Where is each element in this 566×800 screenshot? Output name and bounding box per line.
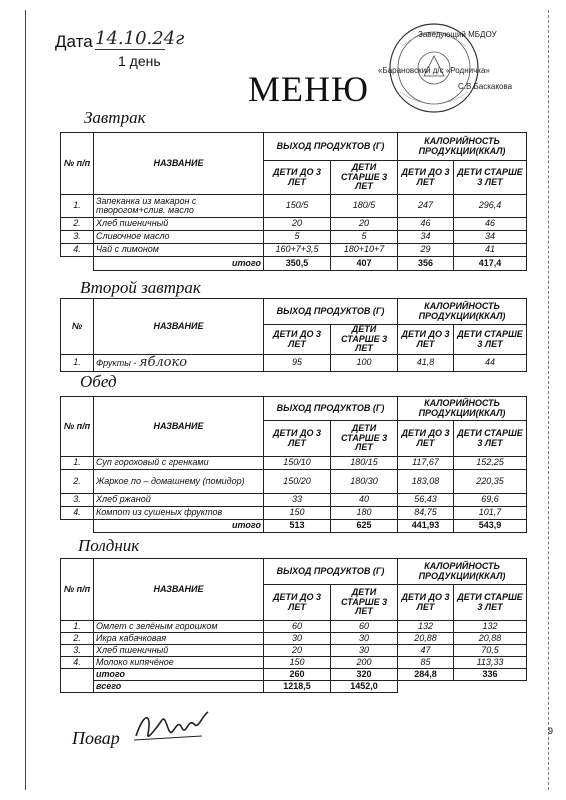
col-calories-header: КАЛОРИЙНОСТЬ ПРОДУКЦИИ(ККАЛ)	[398, 559, 527, 585]
row-num: 1.	[61, 355, 94, 372]
stamp-line-1: Заведующий МБДОУ	[418, 30, 497, 39]
row-num: 1.	[61, 621, 94, 633]
total-calories-old: 417,4	[454, 257, 527, 271]
col-output-header: ВЫХОД ПРОДУКТОВ (Г)	[264, 397, 398, 421]
stamp-line-3: С.В.Баскакова	[458, 82, 513, 91]
total-row	[61, 669, 527, 681]
col-output-header: ВЫХОД ПРОДУКТОВ (Г)	[264, 299, 398, 325]
total-calories-young: 284,8	[398, 669, 454, 681]
total-calories-old: 543,9	[454, 520, 527, 533]
second-breakfast-table	[60, 298, 527, 372]
col-cal-old: ДЕТИ СТАРШЕ 3 ЛЕТ	[454, 161, 527, 195]
output-young: 20	[264, 645, 331, 657]
grand-total-output-old: 1452,0	[331, 681, 398, 693]
dish-name: Суп гороховый с гренками	[94, 457, 264, 470]
dish-name: Хлеб пшеничный	[94, 218, 264, 231]
date-label: Дата	[55, 32, 93, 51]
col-cal-young: ДЕТИ ДО 3 ЛЕТ	[398, 585, 454, 621]
col-num-header: № п/п	[61, 133, 94, 195]
output-old: 200	[331, 657, 398, 669]
output-young: 20	[264, 218, 331, 231]
output-old: 20	[331, 218, 398, 231]
page-title: МЕНЮ	[248, 69, 369, 109]
dish-name-printed: Фрукты -	[96, 358, 137, 369]
page-mark: 9	[548, 726, 554, 736]
row-num: 3.	[61, 645, 94, 657]
breakfast-table	[60, 132, 527, 271]
section-title-breakfast: Завтрак	[84, 108, 146, 127]
output-young: 150/10	[264, 457, 331, 470]
table-row	[61, 621, 527, 633]
calories-old: 69,6	[454, 494, 527, 507]
dish-name: Молоко кипячёное	[94, 657, 264, 669]
dish-name	[94, 355, 264, 372]
calories-old: 44	[454, 355, 527, 372]
row-num: 1.	[61, 457, 94, 470]
col-output-old: ДЕТИ СТАРШЕ 3 ЛЕТ	[331, 325, 398, 355]
total-row	[61, 520, 527, 533]
dish-name: Омлет с зелёным горошком	[94, 621, 264, 633]
row-num: 2.	[61, 633, 94, 645]
grand-total-row	[61, 681, 527, 693]
stamp-line-2: «Барановский д/с «Родничка»	[378, 66, 490, 75]
output-young: 95	[264, 355, 331, 372]
output-young: 150/5	[264, 195, 331, 218]
calories-young: 132	[398, 621, 454, 633]
output-young: 150	[264, 507, 331, 520]
calories-young: 56,43	[398, 494, 454, 507]
dish-name: Хлеб ржаной	[94, 494, 264, 507]
col-output-young: ДЕТИ ДО 3 ЛЕТ	[264, 325, 331, 355]
table-row	[61, 657, 527, 669]
col-calories-header: КАЛОРИЙНОСТЬ ПРОДУКЦИИ(ККАЛ)	[398, 299, 527, 325]
row-num: 4.	[61, 657, 94, 669]
calories-young: 247	[398, 195, 454, 218]
col-output-old: ДЕТИ СТАРШЕ 3 ЛЕТ	[331, 161, 398, 195]
output-young: 150/20	[264, 470, 331, 494]
row-num: 3.	[61, 231, 94, 244]
col-output-header: ВЫХОД ПРОДУКТОВ (Г)	[264, 133, 398, 161]
table-row	[61, 645, 527, 657]
dish-name: Хлеб пшеничный	[94, 645, 264, 657]
calories-old: 152,25	[454, 457, 527, 470]
total-output-old: 320	[331, 669, 398, 681]
output-old: 30	[331, 645, 398, 657]
table-row	[61, 218, 527, 231]
total-label: итого	[94, 257, 264, 271]
output-old: 40	[331, 494, 398, 507]
total-output-young: 513	[264, 520, 331, 533]
row-num: 2.	[61, 218, 94, 231]
dish-name: Чай с лимоном	[94, 244, 264, 257]
col-name-header: НАЗВАНИЕ	[94, 133, 264, 195]
col-cal-old: ДЕТИ СТАРШЕ 3 ЛЕТ	[454, 585, 527, 621]
output-old: 180/30	[331, 470, 398, 494]
dish-name: Сливочное масло	[94, 231, 264, 244]
calories-old: 46	[454, 218, 527, 231]
col-calories-header: КАЛОРИЙНОСТЬ ПРОДУКЦИИ(ККАЛ)	[398, 133, 527, 161]
calories-old: 70,5	[454, 645, 527, 657]
table-row	[61, 494, 527, 507]
calories-young: 85	[398, 657, 454, 669]
date-value: 14.10.24г	[95, 28, 185, 49]
cook-label: Повар	[72, 728, 120, 748]
total-calories-old: 336	[454, 669, 527, 681]
output-old: 5	[331, 231, 398, 244]
calories-old: 34	[454, 231, 527, 244]
output-old: 60	[331, 621, 398, 633]
total-output-young: 350,5	[264, 257, 331, 271]
col-output-old: ДЕТИ СТАРШЕ 3 ЛЕТ	[331, 421, 398, 457]
calories-old: 101,7	[454, 507, 527, 520]
grand-total-label: всего	[94, 681, 264, 693]
table-row	[61, 633, 527, 645]
col-calories-header: КАЛОРИЙНОСТЬ ПРОДУКЦИИ(ККАЛ)	[398, 397, 527, 421]
dish-name: Икра кабачковая	[94, 633, 264, 645]
col-cal-young: ДЕТИ ДО 3 ЛЕТ	[398, 421, 454, 457]
total-row	[61, 257, 527, 271]
col-cal-old: ДЕТИ СТАРШЕ 3 ЛЕТ	[454, 325, 527, 355]
calories-young: 41,8	[398, 355, 454, 372]
output-young: 160+7+3,5	[264, 244, 331, 257]
total-calories-young: 441,93	[398, 520, 454, 533]
output-old: 30	[331, 633, 398, 645]
output-young: 60	[264, 621, 331, 633]
output-old: 180/5	[331, 195, 398, 218]
output-young: 33	[264, 494, 331, 507]
dish-name: Жаркое по – домашнему (помидор)	[94, 470, 264, 494]
calories-young: 117,67	[398, 457, 454, 470]
total-label: итого	[94, 520, 264, 533]
cook-signature	[132, 706, 212, 748]
output-old: 180+10+7	[331, 244, 398, 257]
col-output-header: ВЫХОД ПРОДУКТОВ (Г)	[264, 559, 398, 585]
calories-old: 113,33	[454, 657, 527, 669]
total-label: итого	[94, 669, 264, 681]
row-num: 1.	[61, 195, 94, 218]
total-calories-young: 356	[398, 257, 454, 271]
col-output-young: ДЕТИ ДО 3 ЛЕТ	[264, 421, 331, 457]
table-row	[61, 231, 527, 244]
dish-name: Запеканка из макарон с творогом+слив. масло	[94, 195, 264, 218]
section-title-lunch: Обед	[80, 372, 117, 391]
output-young: 150	[264, 657, 331, 669]
calories-old: 220,35	[454, 470, 527, 494]
calories-old: 132	[454, 621, 527, 633]
col-cal-young: ДЕТИ ДО 3 ЛЕТ	[398, 325, 454, 355]
table-row	[61, 507, 527, 520]
dish-name: Компот из сушеных фруктов	[94, 507, 264, 520]
row-num: 3.	[61, 494, 94, 507]
row-num: 4.	[61, 244, 94, 257]
total-output-old: 407	[331, 257, 398, 271]
col-output-young: ДЕТИ ДО 3 ЛЕТ	[264, 161, 331, 195]
day-label: 1 день	[118, 53, 161, 69]
snack-table	[60, 558, 527, 693]
table-row	[61, 470, 527, 494]
table-row	[61, 355, 527, 372]
col-num-header: № п/п	[61, 559, 94, 621]
col-num-header: №	[61, 299, 94, 355]
calories-young: 84,75	[398, 507, 454, 520]
col-name-header: НАЗВАНИЕ	[94, 559, 264, 621]
output-old: 100	[331, 355, 398, 372]
output-old: 180/15	[331, 457, 398, 470]
col-output-young: ДЕТИ ДО 3 ЛЕТ	[264, 585, 331, 621]
calories-young: 46	[398, 218, 454, 231]
lunch-table	[60, 396, 527, 533]
calories-young: 20,88	[398, 633, 454, 645]
output-old: 180	[331, 507, 398, 520]
grand-total-output-young: 1218,5	[264, 681, 331, 693]
total-output-young: 260	[264, 669, 331, 681]
row-num: 4.	[61, 507, 94, 520]
calories-young: 47	[398, 645, 454, 657]
total-output-old: 625	[331, 520, 398, 533]
table-row	[61, 244, 527, 257]
calories-old: 296,4	[454, 195, 527, 218]
col-output-old: ДЕТИ СТАРШЕ 3 ЛЕТ	[331, 585, 398, 621]
table-row	[61, 457, 527, 470]
col-cal-young: ДЕТИ ДО 3 ЛЕТ	[398, 161, 454, 195]
col-name-header: НАЗВАНИЕ	[94, 299, 264, 355]
calories-old: 20,88	[454, 633, 527, 645]
section-title-second-breakfast: Второй завтрак	[80, 278, 201, 297]
output-young: 5	[264, 231, 331, 244]
calories-old: 41	[454, 244, 527, 257]
calories-young: 183,08	[398, 470, 454, 494]
calories-young: 29	[398, 244, 454, 257]
dish-name-handwritten: яблоко	[138, 355, 188, 371]
output-young: 30	[264, 633, 331, 645]
section-title-snack: Полдник	[78, 536, 140, 555]
col-name-header: НАЗВАНИЕ	[94, 397, 264, 457]
col-cal-old: ДЕТИ СТАРШЕ 3 ЛЕТ	[454, 421, 527, 457]
row-num: 2.	[61, 470, 94, 494]
calories-young: 34	[398, 231, 454, 244]
col-num-header: № п/п	[61, 397, 94, 457]
table-row	[61, 195, 527, 218]
